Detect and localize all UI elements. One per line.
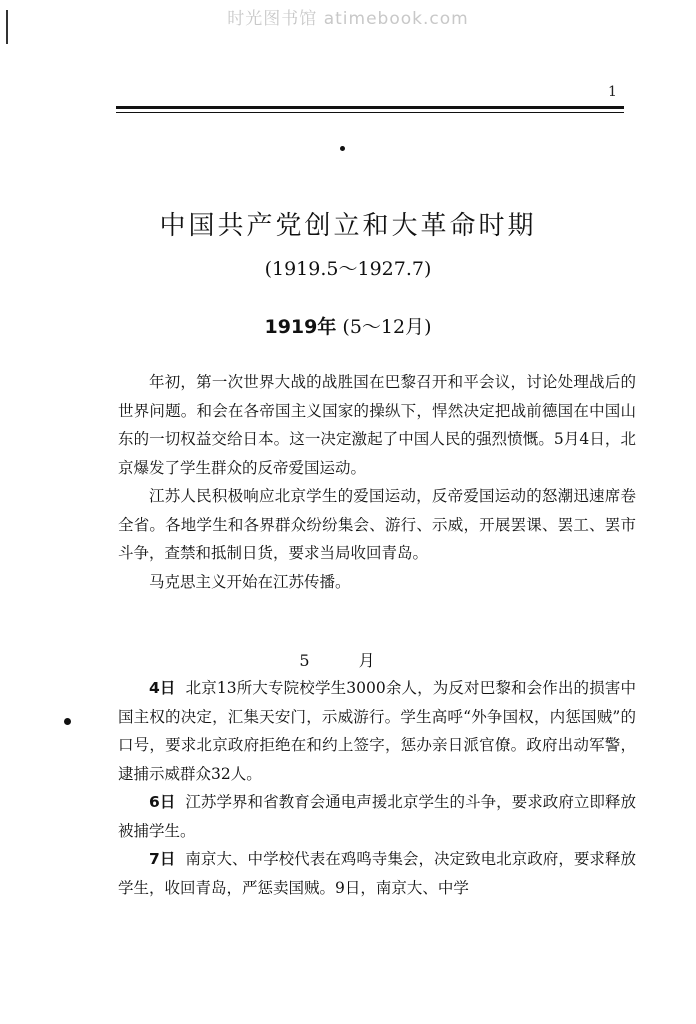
- intro-paragraph: 马克思主义开始在江苏传播。: [149, 572, 351, 591]
- intro-paragraph: 江苏人民积极响应北京学生的爱国运动，反帝爱国运动的怒潮迅速席卷全省。各地学生和各界群众纷纷集会、游行、示威，开展罢课、罢工、罢市斗争，查禁和抵制日货，要求当局收回青岛。: [118, 487, 636, 562]
- year-label: 1919年: [264, 316, 337, 338]
- year-range: (5～12月): [342, 316, 432, 338]
- intro-paragraph: 年初，第一次世界大战的战胜国在巴黎召开和平会议，讨论处理战后的世界问题。和会在各帝国主义国家的操纵下，悍然决定把战前德国在中国山东的一切权益交给日本。这一决定激起了中国人民的强烈愤慨。5月4日，北京爆发了学生群众的反帝爱国运动。: [118, 373, 636, 477]
- year-heading: [0, 312, 696, 339]
- entry-text: 江苏学界和省教育会通电声援北京学生的斗争，要求政府立即释放被捕学生。: [118, 793, 636, 840]
- chronology-entries: [118, 674, 636, 902]
- chronology-entry: [118, 788, 636, 845]
- watermark: 时光图书馆 atimebook.com: [227, 9, 469, 29]
- intro-section: [118, 368, 636, 596]
- entry-day: 4日: [149, 679, 176, 697]
- chapter-title: 中国共产党创立和大革命时期: [159, 211, 537, 241]
- page-edge-mark: [6, 10, 8, 44]
- print-speck: [340, 146, 345, 151]
- month-heading: 5 月: [299, 651, 397, 670]
- page-number: 1: [608, 84, 617, 100]
- entry-day: 7日: [149, 850, 176, 868]
- entry-day: 6日: [149, 793, 176, 811]
- chronology-entry: [118, 674, 636, 788]
- header-rule-thick: [116, 106, 624, 109]
- print-speck: [64, 718, 71, 725]
- entry-text: 南京大、中学校代表在鸡鸣寺集会，决定致电北京政府，要求释放学生，收回青岛，严惩卖国贼。9日，南京大、中学: [118, 850, 636, 897]
- chapter-period: (1919.5～1927.7): [264, 258, 432, 280]
- header-rule-thin: [116, 112, 624, 113]
- entry-text: 北京13所大专院校学生3000余人，为反对巴黎和会作出的损害中国主权的决定，汇集天安门，示威游行。学生高呼“外争国权，内惩国贼”的口号，要求北京政府拒绝在和约上签字，惩办亲日派官僚。政府出动军警，逮捕示威群众32人。: [118, 679, 636, 783]
- chronology-entry: [118, 845, 636, 902]
